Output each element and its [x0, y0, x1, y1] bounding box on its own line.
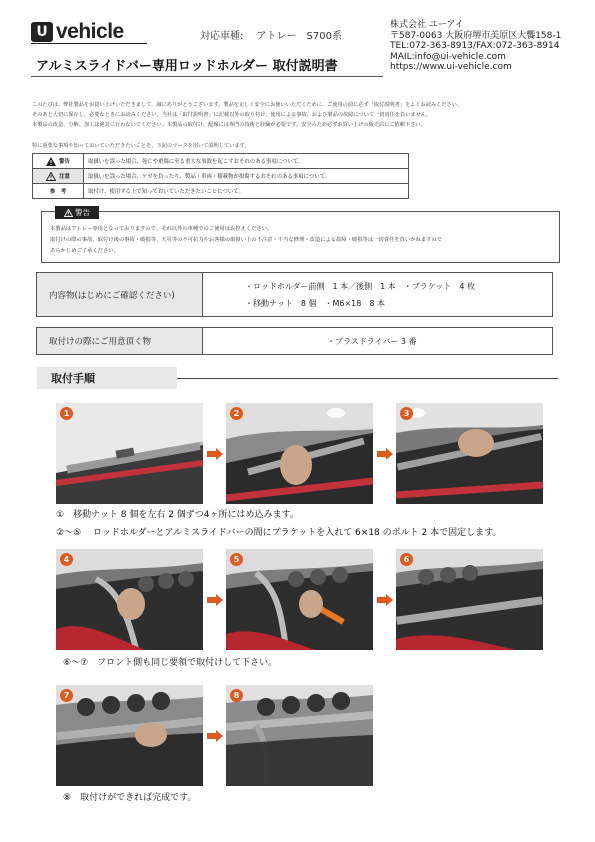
step-badge: 6 — [400, 553, 413, 566]
marks-row-reference — [33, 184, 409, 199]
step-badge: 5 — [230, 553, 243, 566]
intro-line: このたびは、弊社製品をお買い上げいただきまして、誠にありがとうございます。製品を正しく安全にお使いいただくために、ご使用の前に必ず「取付説明書」をよくお読みください。 — [32, 102, 463, 108]
company-info — [390, 20, 561, 73]
marks-text: 取付け、使用する上で知っておいていただきたいことについて。 — [84, 184, 409, 199]
caution-icon — [46, 172, 56, 181]
marks-text: 取扱いを誤った場合、ケガを負ったり、製品・車両・積載物が損傷するおそれのある事項について。 — [84, 169, 409, 184]
arrow-right-icon — [207, 730, 223, 742]
marks-row-warning — [33, 154, 409, 169]
step-photo-6 — [396, 549, 543, 650]
title-divider — [31, 76, 383, 77]
contents-label: 内容物(はじめにご確認ください) — [37, 273, 203, 317]
step-photo-8 — [226, 685, 373, 786]
arrow-right-icon — [377, 448, 393, 460]
company-name: 株式会社 ユーアイ — [390, 20, 464, 30]
step-badge: 2 — [230, 407, 243, 420]
marks-label-reference: 参 考 — [33, 184, 84, 199]
step-photo-7 — [56, 685, 203, 786]
step-photo-2 — [226, 403, 373, 504]
step-badge: 8 — [230, 689, 243, 702]
marks-text: 取扱いを誤った場合、死亡や重傷に至る重大な事故を起こすおそれのある事項について。 — [84, 154, 409, 169]
company-address: 〒587-0063 大阪府堺市美原区大饗158-1 — [390, 30, 562, 41]
step-badge: 4 — [60, 553, 73, 566]
document-title: アルミスライドバー専用ロッドホルダー 取付説明書 — [36, 59, 338, 74]
warning-line: 取付けの際の事故、取付け後の事故・破損等、天災等の不可抗力やお客様の取扱い上の不注意・不当な修理・改造による故障・破損等は一切責任を負いかねますので — [50, 237, 442, 243]
tools-table — [36, 327, 553, 355]
company-url[interactable]: https://www.ui-vehicle.com — [390, 62, 512, 73]
company-mail[interactable]: MAIL:info@ui-vehicle.com — [390, 51, 506, 62]
warning-box — [41, 208, 560, 263]
step-badge: 3 — [400, 407, 413, 420]
step-caption: ②～⑤ ロッドホルダーとアルミスライドバーの間にブラケットを入れて 6×18 のボルト 2 本で固定します。 — [56, 528, 502, 538]
marks-label-caution: 注意 — [33, 169, 84, 184]
logo-underline — [31, 43, 147, 44]
marks-table — [32, 153, 409, 199]
procedure-heading: 取付手順 — [37, 367, 177, 389]
tools-label: 取付けの際にご用意頂く物 — [37, 328, 203, 355]
step-photo-5 — [226, 549, 373, 650]
intro-text — [32, 100, 562, 130]
marks-label-warning: 警告 — [33, 154, 84, 169]
intro-line: 本製品の改造、分解、加工は絶対に行わないでください。本製品の取付け、配線には専門の技術と経験が必要です。安全のため必ずお買い上げの販売店にご依頼下さい。 — [32, 122, 426, 128]
arrow-right-icon — [377, 594, 393, 606]
vehicle-model: アトレー S700系 — [256, 31, 342, 42]
warning-icon — [64, 209, 73, 217]
contents-line: ・移動ナット 8 個 ・M6×18 8 本 — [245, 298, 385, 308]
warning-tab: 警告 — [55, 206, 99, 219]
warning-text — [50, 224, 555, 257]
contents-line: ・ロッドホルダー前側 1 本／後側 1 本 ・ブラケット 4 枚 — [245, 281, 476, 291]
brand-logo — [31, 20, 124, 44]
vehicle-compat — [200, 27, 342, 42]
arrow-right-icon — [207, 594, 223, 606]
marks-row-caution — [33, 169, 409, 184]
step-badge: 7 — [60, 689, 73, 702]
logo-text: vehicle — [56, 20, 124, 43]
arrow-right-icon — [207, 448, 223, 460]
warning-line: あらかじめご了承ください。 — [50, 248, 119, 254]
step-caption: ⑥～⑦ フロント側も同じ要領で取付けして下さい。 — [63, 658, 278, 668]
warning-icon — [46, 157, 56, 166]
company-tel-fax: TEL:072-363-8913/FAX:072-363-8914 — [390, 41, 560, 52]
tools-value: ・プラスドライバー 3 番 — [203, 328, 553, 355]
contents-table — [36, 272, 553, 317]
intro-line: そのあと大切に保存し、必要なときにお読みください。当社は「取付説明書」に記載以外の取り付け、使用による事故、および製品の故障について一切責任を負いません。 — [32, 112, 432, 118]
step-caption: ⑧ 取付けができれば完成です。 — [63, 793, 197, 803]
contents-values — [203, 273, 553, 317]
procedure-rule — [177, 378, 558, 379]
step-photo-3 — [396, 403, 543, 504]
logo-mark: U — [31, 22, 53, 42]
step-photo-1 — [56, 403, 203, 504]
step-photo-4 — [56, 549, 203, 650]
vehicle-label: 対応車種: — [200, 31, 244, 42]
step-badge: 1 — [60, 407, 73, 420]
step-caption: ① 移動ナット 8 個を左右 2 個ずつ4ヶ所にはめ込みます。 — [56, 510, 299, 520]
marks-lead: 特に重要な事項や知っておいていただきたいことを、下記のマークを用いて説明しています。 — [32, 143, 250, 149]
warning-line: 本製品はアトレー専用となっておりますので、それ以外の車種でのご使用はお控えください。 — [50, 226, 273, 232]
